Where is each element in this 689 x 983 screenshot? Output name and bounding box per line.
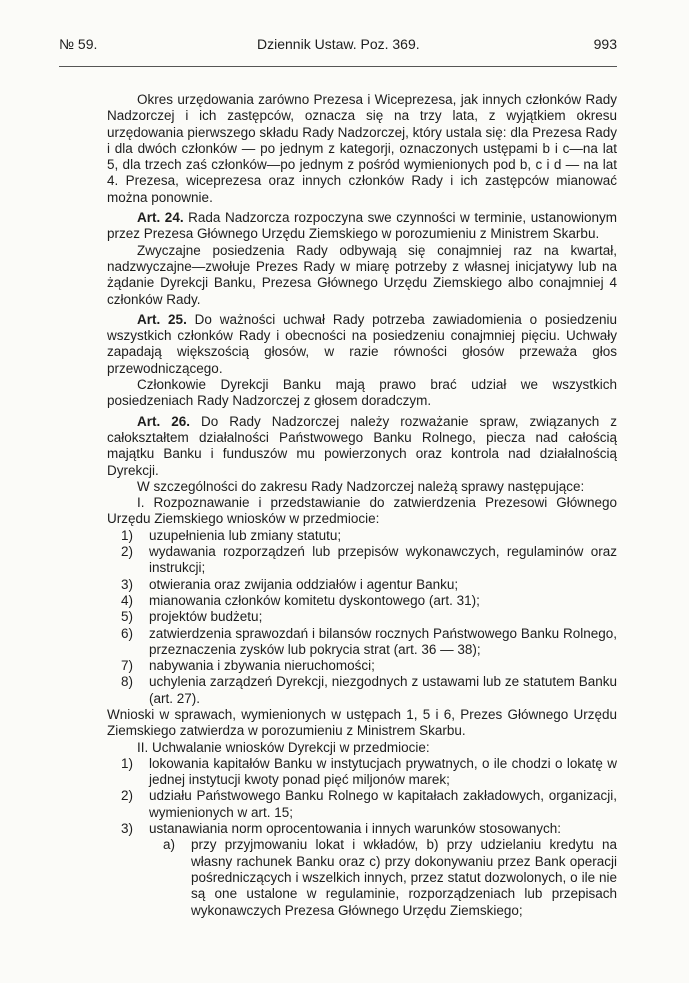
issue-number: № 59.	[59, 36, 98, 52]
paragraph-wnioski: Wnioski w sprawach, wymienionych w ustępach 1, 5 i 6, Prezes Głównego Urzędu Ziemskiego zatwierdza w porozumieniu z Ministrem Skarbu.	[107, 706, 617, 739]
section-1-text: Rozpoznawanie i przedstawianie do zatwierdzenia Prezesowi Głównego Urzędu Ziemskiego wniosków w przedmiocie:	[107, 495, 617, 527]
section-2-text: Uchwalanie wniosków Dyrekcji w przedmiocie:	[152, 739, 430, 755]
list-item	[107, 788, 617, 821]
list-item-text: lokowania kapitałów Banku w instytucjach prywatnych, o ile chodzi o lokatę w jednej instytucji kwoty ponad pięć miljonów marek;	[149, 755, 617, 788]
list-item	[107, 544, 617, 577]
list-item-number: 6)	[121, 625, 134, 641]
list-item-text: uzupełnienia lub zmiany statutu;	[149, 527, 342, 543]
section-2-list	[107, 756, 617, 837]
list-item-number: 1)	[121, 755, 134, 771]
list-item	[107, 756, 617, 789]
section-1-number: I.	[137, 495, 145, 511]
list-item	[107, 577, 617, 593]
list-item-number: 3)	[121, 576, 134, 592]
paragraph-term: Okres urzędowania zarówno Prezesa i Wiceprezesa, jak innych członków Rady Nadzorczej i ich zastępców, oznacza się na trzy lata, z wyjątkiem okresu urzędowania pierwszego składu Rady Nadzorczej, który ustala się: dla Prezesa Rady i dla dwóch członków — po jednym z kategorji, oznaczonych ustępami b i c—na lat 5, dla trzech zaś członków—po jednym z pośród wymienionych pod b, c i d — na lat 4. Prezesa, wiceprezesa oraz innych członków Rady i ich zastępców mianować można ponownie.	[107, 92, 617, 205]
list-item	[107, 593, 617, 609]
header-rule	[59, 66, 617, 67]
list-item-text: projektów budżetu;	[149, 609, 263, 625]
article-24	[107, 210, 617, 243]
article-25	[107, 312, 617, 377]
list-item	[107, 528, 617, 544]
list-item-number: 7)	[121, 658, 134, 674]
list-item-number: 8)	[121, 674, 134, 690]
list-item-number: 1)	[121, 527, 134, 543]
list-item	[107, 658, 617, 674]
sub-list	[107, 837, 617, 918]
list-item	[107, 821, 617, 837]
article-26	[107, 414, 617, 479]
article-26-text: Do Rady Nadzorczej należy rozważanie spraw, związanych z całokształtem działalności Państwowego Banku Rolnego, piecza nad całością majątku Banku i funduszów mu powierzonych oraz kontrola nad działalnością Dyrekcji.	[107, 413, 617, 478]
page-header	[59, 36, 617, 70]
section-1	[107, 495, 617, 528]
sub-list-item	[149, 837, 617, 918]
article-26-label: Art. 26.	[137, 413, 190, 429]
article-24-text: Rada Nadzorcza rozpoczyna swe czynności w terminie, ustanowionym przez Prezesa Głównego Urzędu Ziemskiego w porozumieniu z Ministrem Skarbu.	[107, 210, 617, 242]
list-item-text: uchylenia zarządzeń Dyrekcji, niezgodnych z ustawami lub ze statutem Banku (art. 27).	[149, 674, 617, 706]
list-item-number: 2)	[121, 544, 134, 560]
article-26-paragraph-2: W szczególności do zakresu Rady Nadzorczej należą sprawy następujące:	[137, 478, 585, 494]
section-1-list	[107, 528, 617, 707]
article-25-text: Do ważności uchwał Rady potrzeba zawiadomienia o posiedzeniu wszystkich członków Rady i obecności na posiedzeniu conajmniej pięciu. Uchwały zapadają większością głosów, w razie równości głosów przeważa głos przewodniczącego.	[107, 311, 617, 376]
list-item	[107, 674, 617, 707]
list-item-number: 4)	[121, 592, 134, 608]
list-item-text: zatwierdzenia sprawozdań i bilansów rocznych Państwowego Banku Rolnego, przeznaczenia zysków lub pokrycia strat (art. 36 — 38);	[149, 625, 617, 657]
article-24-paragraph-2: Zwyczajne posiedzenia Rady odbywają się conajmniej raz na kwartał, nadzwyczajne—zwołuje Prezes Rady w miarę potrzeby z własnej inicjatywy lub na żądanie Dyrekcji Banku, Prezesa Głównego Urzędu Ziemskiego albo conajmniej 4 członków Rady.	[107, 242, 617, 307]
list-item-text: mianowania członków komitetu dyskontowego (art. 31);	[149, 592, 480, 608]
sub-list-item-label: a)	[163, 837, 176, 853]
list-item-text: udziału Państwowego Banku Rolnego w kapitałach zakładowych, organizacji, wymienionych w art. 15;	[149, 788, 617, 820]
article-25-paragraph-2: Członkowie Dyrekcji Banku mają prawo brać udział we wszystkich posiedzeniach Rady Nadzorczej z głosem doradczym.	[107, 377, 617, 409]
article-25-label: Art. 25.	[137, 311, 187, 327]
document-body	[107, 92, 617, 919]
sub-list-item-text: przy przyjmowaniu lokat i wkładów, b) przy udzielaniu kredytu na własny rachunek Banku oraz c) przy dokonywaniu przez Bank operacji pośredniczących i wszelkich innych, przez statut dozwolonych, o ile nie są one ustalone w regulaminie, rozporządzeniach lub przepisach wykonawczych Prezesa Głównego Urzędu Ziemskiego;	[191, 837, 617, 918]
list-item-text: otwierania oraz zwijania oddziałów i agentur Banku;	[149, 576, 459, 592]
journal-title: Dziennik Ustaw. Poz. 369.	[257, 36, 420, 52]
list-item-number: 5)	[121, 609, 134, 625]
section-2-number: II.	[137, 739, 149, 755]
list-item-number: 3)	[121, 821, 134, 837]
list-item-text: wydawania rozporządzeń lub przepisów wykonawczych, regulaminów oraz instrukcji;	[149, 544, 617, 576]
section-2	[107, 740, 617, 756]
list-item-text: nabywania i zbywania nieruchomości;	[149, 658, 375, 674]
list-item-text: ustanawiania norm oprocentowania i innych warunków stosowanych:	[149, 821, 561, 837]
list-item	[107, 626, 617, 659]
page-number: 993	[593, 36, 617, 52]
article-24-label: Art. 24.	[137, 210, 184, 226]
list-item	[107, 609, 617, 625]
list-item-number: 2)	[121, 788, 134, 804]
